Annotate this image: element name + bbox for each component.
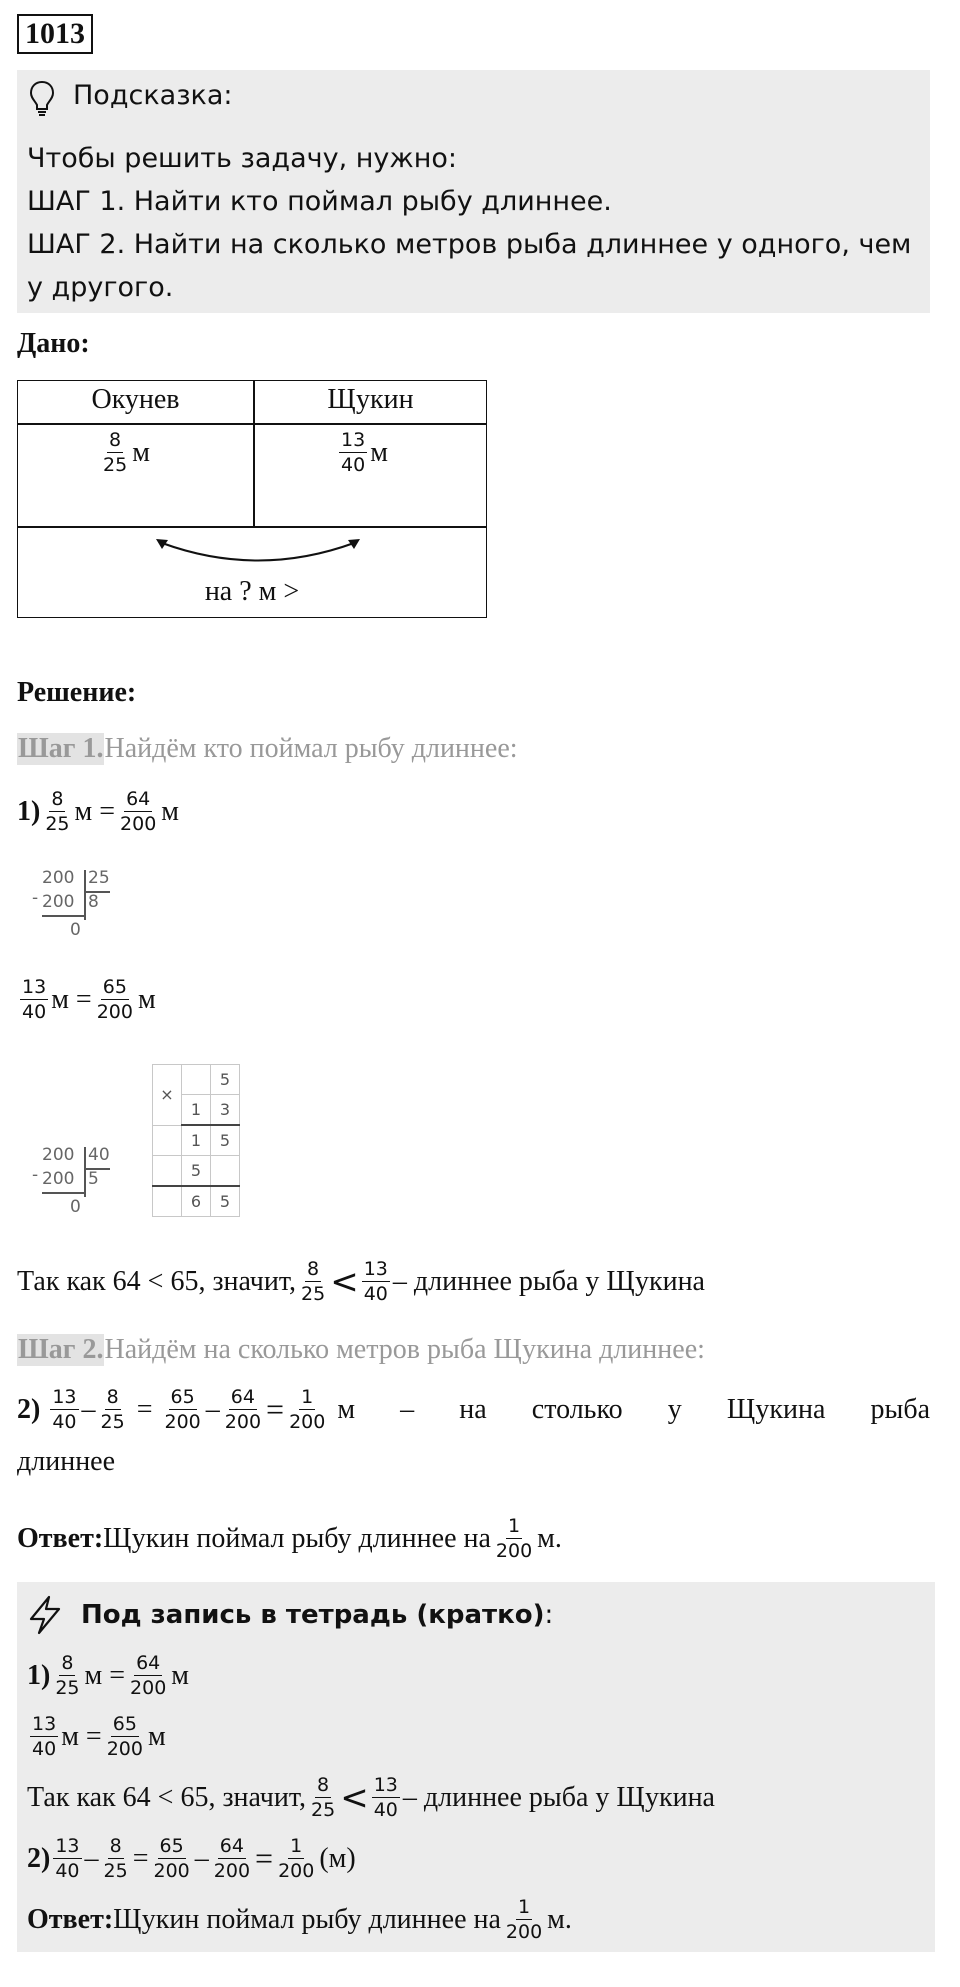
table-divider [18,423,486,425]
fraction: $\frac{13}{40}$ [341,429,366,476]
answer-label: Ответ: [17,1522,104,1554]
hint-step1-text: Найти кто поймал рыбу длиннее. [125,186,612,217]
hint-step2-label: ШАГ 2. [27,229,126,260]
fraction: $\frac{13}{40}$ [373,1774,398,1821]
given-okunev-value: $\frac{8}{25}$ м [103,429,150,476]
lightbulb-icon [29,80,55,116]
difference-line: 2) $\frac{13}{40}$ – $\frac{8}{25}$ = $\frac{65}{200}$ – $\frac{64}{200}$ = $\frac{1}{200}$ м – на столько у Щукина рыба [17,1386,930,1433]
fraction: $\frac{1}{200}$ [495,1515,533,1562]
fraction: $\frac{8}{25}$ [100,1386,125,1433]
fraction: $\frac{1}{200}$ [289,1386,326,1433]
fraction: $\frac{1}{200}$ [505,1896,543,1943]
multiplication-grid: × 5 1 3 1 5 5 6 5 [152,1064,240,1217]
step2-label: Шаг 2. [18,1334,104,1365]
hint-step2-text: Найти на сколько метров рыба длиннее у одного, чем [125,229,912,260]
notebook-eq1: 1) $\frac{8}{25}$ м = $\frac{64}{200}$ м [27,1652,190,1699]
fraction: $\frac{8}{25}$ [55,1652,80,1699]
solution-heading: Решение: [17,677,137,708]
fraction: $\frac{8}{25}$ [45,788,70,835]
fraction: $\frac{13}{40}$ [55,1835,80,1882]
task-number: 1013 [17,14,93,54]
long-division-1: - 200 25 200 8 0 [32,868,110,940]
fraction: $\frac{13}{40}$ [52,1386,77,1433]
fraction: $\frac{13}{40}$ [22,976,47,1023]
item-number: 1) [17,795,41,827]
item-number: 2) [17,1393,41,1425]
step2-text: Найдём на сколько метров рыба Щукина длиннее: [104,1334,705,1365]
step1-text: Найдём кто поймал рыбу длиннее: [104,733,518,764]
fraction: $\frac{64}{200}$ [224,1386,262,1433]
fraction: $\frac{13}{40}$ [363,1258,388,1305]
table-divider [18,526,486,528]
fraction: $\frac{1}{200}$ [278,1835,315,1882]
long-division-2: - 200 40 200 5 0 [32,1145,110,1217]
hint-intro: Чтобы решить задачу, нужно: [27,143,457,174]
comparison-line: Так как 64 < 65, значит, $\frac{8}{25}$ < $\frac{13}{40}$ – длиннее рыба у Щукина [17,1258,705,1305]
answer-line: Ответ: Щукин поймал рыбу длиннее на $\frac{1}{200}$ м. [17,1515,562,1562]
step1-label: Шаг 1. [18,733,104,764]
notebook-answer: Ответ: Щукин поймал рыбу длиннее на $\frac{1}{200}$ м. [27,1896,572,1943]
eq-shchukin: $\frac{13}{40}$ м = $\frac{65}{200}$ м [22,976,156,1023]
hint-step2 [27,229,911,260]
fraction: $\frac{65}{200}$ [106,1713,143,1760]
given-question: на ? м > [204,576,300,607]
given-table [17,380,487,618]
given-heading: Дано: [17,328,90,359]
fraction: $\frac{64}{200}$ [130,1652,167,1699]
fraction: $\frac{65}{200}$ [153,1835,190,1882]
hint-step2-cont: у другого. [27,272,174,303]
given-col-shchukin: Щукин [327,384,414,415]
fraction: $\frac{8}{25}$ [301,1258,326,1305]
hint-box [17,70,930,313]
fraction: $\frac{65}{200}$ [164,1386,201,1433]
hint-title: Подсказка: [73,80,233,111]
step1-line [17,733,518,765]
notebook-eq2: $\frac{13}{40}$ м = $\frac{65}{200}$ м [32,1713,166,1760]
eq-okunev: 1) $\frac{8}{25}$ м = $\frac{64}{200}$ м [17,788,180,835]
lightning-icon [27,1595,63,1635]
fraction: $\frac{8}{25}$ [311,1774,336,1821]
notebook-comparison: Так как 64 < 65, значит, $\frac{8}{25}$ < $\frac{13}{40}$ – длиннее рыба у Щукина [27,1774,715,1821]
fraction: $\frac{8}{25}$ [103,1835,128,1882]
notebook-title: Под запись в тетрадь (кратко): [81,1600,554,1630]
notebook-box [17,1582,935,1952]
fraction: $\frac{65}{200}$ [96,976,133,1023]
given-col-okunev: Окунев [91,384,180,415]
notebook-difference: 2) $\frac{13}{40}$ – $\frac{8}{25}$ = $\frac{65}{200}$ – $\frac{64}{200}$ = $\frac{1}{200}$ (м) [27,1835,356,1882]
difference-cont: длиннее [17,1446,116,1477]
hint-step1 [27,186,612,217]
given-shchukin-value: $\frac{13}{40}$ м [341,429,388,476]
step2-line [17,1334,705,1366]
fraction: $\frac{64}{200}$ [120,788,157,835]
fraction: $\frac{8}{25}$ [103,429,128,476]
compare-arrow-icon [148,533,368,573]
fraction: $\frac{13}{40}$ [32,1713,57,1760]
hint-step1-label: ШАГ 1. [27,186,126,217]
fraction: $\frac{64}{200}$ [213,1835,251,1882]
